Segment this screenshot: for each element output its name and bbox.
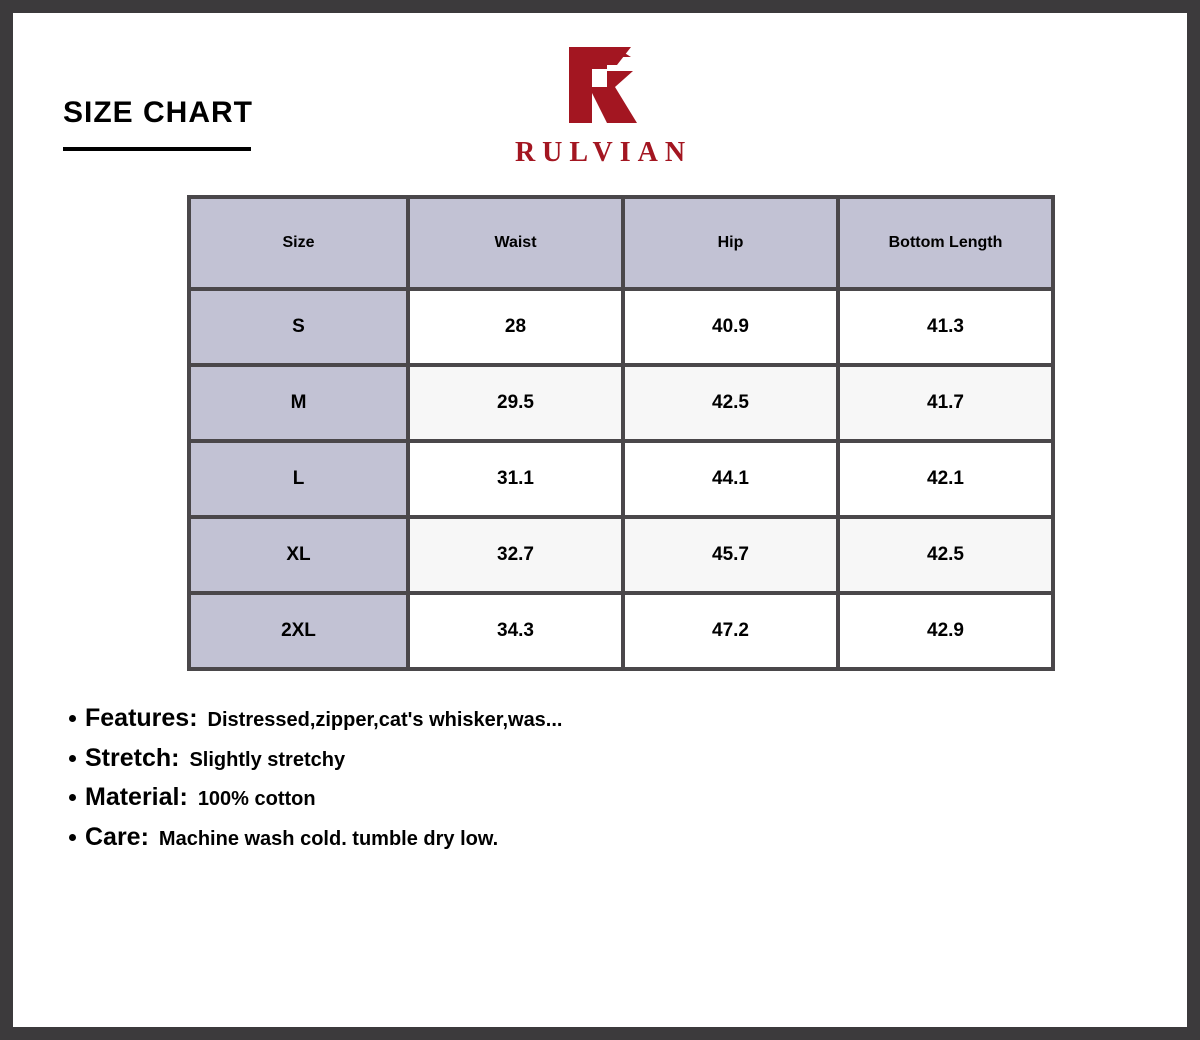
cell-hip: 42.5 — [625, 367, 836, 439]
cell-bottom-length: 41.7 — [840, 367, 1051, 439]
table-row — [191, 595, 1051, 667]
table-row — [191, 367, 1051, 439]
table-row — [191, 443, 1051, 515]
header — [13, 13, 1187, 183]
list-item — [69, 745, 1069, 773]
detail-value: Machine wash cold. tumble dry low. — [158, 827, 499, 850]
brand-block — [13, 43, 1187, 169]
cell-size: 2XL — [191, 595, 406, 667]
cell-size: XL — [191, 519, 406, 591]
detail-value: 100% cotton — [197, 788, 316, 810]
cell-waist: 32.7 — [410, 519, 621, 591]
detail-label: Stretch: — [85, 743, 180, 772]
brand-name: RULVIAN — [514, 137, 693, 168]
table-row — [191, 291, 1051, 363]
column-header-hip: Hip — [625, 199, 836, 287]
detail-label: Material: — [85, 783, 188, 811]
cell-bottom-length: 42.9 — [840, 595, 1051, 667]
page-inner — [13, 13, 1187, 1027]
list-item — [69, 784, 1069, 812]
table-header-row — [191, 199, 1051, 287]
cell-bottom-length: 41.3 — [840, 291, 1051, 363]
size-table-wrapper — [187, 195, 1037, 671]
cell-hip: 47.2 — [625, 595, 836, 667]
cell-waist: 31.1 — [410, 443, 621, 515]
cell-hip: 45.7 — [625, 519, 836, 591]
cell-size: M — [191, 367, 406, 439]
detail-label: Care: — [85, 822, 149, 851]
bullet-icon — [69, 794, 76, 801]
cell-waist: 28 — [410, 291, 621, 363]
table-row — [191, 519, 1051, 591]
cell-hip: 40.9 — [625, 291, 836, 363]
column-header-waist: Waist — [410, 199, 621, 287]
list-item — [69, 705, 1069, 733]
list-item — [69, 824, 1069, 852]
detail-label: Features: — [85, 704, 198, 732]
size-table — [187, 195, 1055, 671]
cell-size: L — [191, 443, 406, 515]
bullet-icon — [69, 755, 76, 762]
cell-waist: 29.5 — [410, 367, 621, 439]
cell-hip: 44.1 — [625, 443, 836, 515]
column-header-bottom-length: Bottom Length — [840, 199, 1051, 287]
rulvian-monogram-icon — [13, 43, 1187, 133]
cell-waist: 34.3 — [410, 595, 621, 667]
detail-value: Distressed,zipper,cat's whisker,was... — [207, 709, 563, 731]
cell-bottom-length: 42.5 — [840, 519, 1051, 591]
page-title: SIZE CHART — [63, 96, 253, 129]
bullet-icon — [69, 715, 76, 722]
bullet-icon — [69, 834, 76, 841]
column-header-size: Size — [191, 199, 406, 287]
cell-bottom-length: 42.1 — [840, 443, 1051, 515]
cell-size: S — [191, 291, 406, 363]
details-list — [69, 705, 1069, 863]
detail-value: Slightly stretchy — [189, 748, 346, 771]
